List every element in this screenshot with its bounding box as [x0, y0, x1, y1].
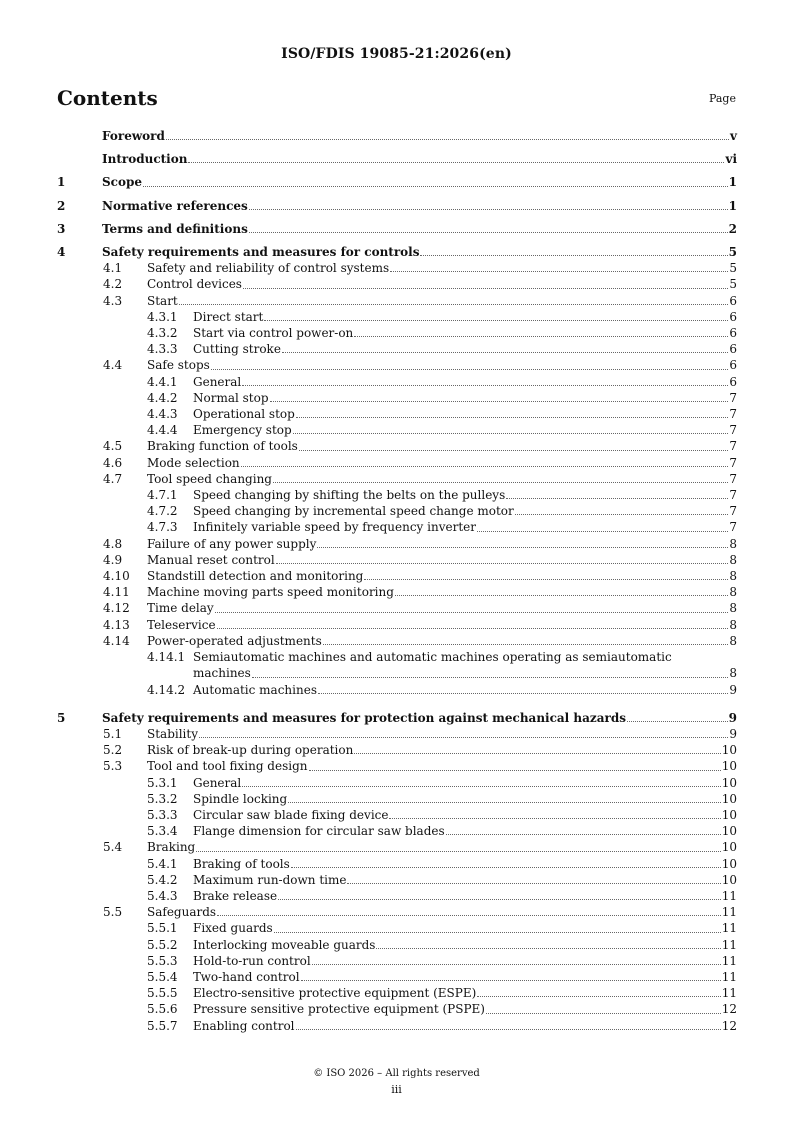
- toc-entry-page: 6: [729, 293, 737, 308]
- toc-entry[interactable]: [57, 244, 737, 260]
- dot-leader: [299, 449, 729, 451]
- toc-entry-label: Safety requirements and measures for controls: [102, 245, 420, 260]
- toc-entry-number: 5.1: [103, 726, 123, 741]
- toc-entry-label: Flange dimension for circular saw blades: [193, 824, 445, 839]
- dot-leader: [515, 513, 729, 515]
- dot-leader: [296, 1028, 721, 1030]
- toc-entry-label: General: [193, 775, 242, 790]
- toc-entry-label: Brake release: [193, 888, 278, 903]
- toc-entry-number: 5.4.2: [147, 872, 178, 887]
- dot-leader: [323, 643, 729, 645]
- toc-entry-label: Interlocking moveable guards: [193, 937, 376, 952]
- dot-leader: [199, 736, 728, 738]
- toc-entry-page: 10: [721, 824, 737, 839]
- toc-entry-number: 5.3: [103, 759, 123, 774]
- toc-entry[interactable]: [57, 471, 737, 487]
- toc-entry-page: 8: [729, 601, 737, 616]
- toc-entry[interactable]: [57, 390, 737, 406]
- toc-entry-number: 5.3.1: [147, 775, 178, 790]
- toc-entry-label: Speed changing by incremental speed change motor: [193, 504, 514, 519]
- toc-entry-number: 4.13: [103, 617, 130, 632]
- toc-entry-number: 5.4.3: [147, 888, 178, 903]
- toc-entry-number: 4.1: [103, 261, 123, 276]
- toc-entry-number: 2: [57, 198, 66, 213]
- toc-entry-number: 5.4: [103, 840, 123, 855]
- dot-leader: [477, 530, 728, 532]
- toc-entry-label: Tool speed changing: [147, 471, 272, 486]
- table-of-contents: [57, 128, 737, 1034]
- toc-entry[interactable]: [57, 682, 737, 698]
- toc-entry-page: 7: [729, 504, 737, 519]
- toc-entry[interactable]: [57, 726, 737, 742]
- toc-entry-page: 10: [721, 872, 737, 887]
- toc-entry-page: 10: [721, 856, 737, 871]
- dot-leader: [309, 769, 721, 771]
- dot-leader: [364, 578, 728, 580]
- toc-entry-page: 8: [729, 552, 737, 567]
- dot-leader: [196, 850, 720, 852]
- toc-entry[interactable]: [57, 633, 737, 649]
- toc-entry-page: 10: [721, 743, 737, 758]
- toc-entry-number: 4.7.1: [147, 488, 178, 503]
- toc-entry-label: Safeguards: [147, 905, 217, 920]
- toc-entry-label: Pressure sensitive protective equipment (PSPE): [193, 1002, 485, 1017]
- toc-entry-page: 10: [721, 807, 737, 822]
- toc-entry[interactable]: [57, 151, 737, 167]
- toc-entry[interactable]: [57, 406, 737, 422]
- toc-entry-page: 7: [729, 488, 737, 503]
- dot-leader: [390, 270, 728, 272]
- toc-entry-number: 5.2: [103, 743, 123, 758]
- toc-entry-page: 6: [729, 358, 737, 373]
- toc-entry-label-continued: machines: [193, 666, 251, 681]
- dot-leader: [291, 866, 721, 868]
- toc-entry-number: 4.14.2: [147, 682, 186, 697]
- toc-entry-label: Start: [147, 293, 178, 308]
- toc-entry[interactable]: [57, 1018, 737, 1034]
- dot-leader: [252, 676, 729, 678]
- toc-entry-label: Mode selection: [147, 455, 240, 470]
- copyright-notice: © ISO 2026 – All rights reserved: [313, 1068, 480, 1079]
- toc-entry-page: 8: [729, 536, 737, 551]
- toc-entry[interactable]: [57, 128, 737, 144]
- toc-entry-page: 9: [729, 682, 737, 697]
- toc-entry-page: 8: [729, 666, 737, 681]
- toc-entry-page: 11: [721, 986, 737, 1001]
- toc-entry[interactable]: [57, 775, 737, 791]
- toc-entry-page: 1: [728, 175, 737, 190]
- toc-entry-number: 5: [57, 710, 66, 725]
- toc-entry[interactable]: [57, 742, 737, 758]
- toc-entry-label: Speed changing by shifting the belts on the pulleys: [193, 488, 506, 503]
- dot-leader: [273, 481, 728, 483]
- toc-entry[interactable]: [57, 309, 737, 325]
- document-header: ISO/FDIS 19085-21:2026(en): [281, 46, 512, 62]
- toc-entry[interactable]: [57, 969, 737, 985]
- dot-leader: [627, 720, 728, 722]
- toc-entry[interactable]: [57, 422, 737, 438]
- toc-entry-page: 6: [729, 374, 737, 389]
- dot-leader: [477, 995, 720, 997]
- toc-entry-page: 6: [729, 309, 737, 324]
- toc-entry-page: 11: [721, 888, 737, 903]
- toc-entry-number: 5.5.7: [147, 1018, 178, 1033]
- toc-entry-number: 4.11: [103, 585, 130, 600]
- toc-entry-number: 4.14: [103, 633, 130, 648]
- toc-entry-page: 11: [721, 905, 737, 920]
- toc-entry-number: 4.4: [103, 358, 123, 373]
- toc-entry-number: 4.3.3: [147, 342, 178, 357]
- dot-leader: [293, 432, 729, 434]
- toc-entry-label: Standstill detection and monitoring: [147, 569, 364, 584]
- toc-entry-page: 11: [721, 921, 737, 936]
- dot-leader: [217, 914, 721, 916]
- toc-entry-label: Failure of any power supply: [147, 536, 317, 551]
- toc-entry[interactable]: [57, 584, 737, 600]
- toc-entry-page: 7: [729, 439, 737, 454]
- toc-entry-number: 5.5.4: [147, 969, 178, 984]
- dot-leader: [318, 692, 728, 694]
- toc-entry[interactable]: [57, 293, 737, 309]
- toc-entry-number: 4.10: [103, 569, 130, 584]
- dot-leader: [242, 384, 728, 386]
- dot-leader: [354, 335, 728, 337]
- toc-entry[interactable]: [57, 568, 737, 584]
- dot-leader: [282, 351, 728, 353]
- dot-leader: [241, 465, 729, 467]
- toc-entry-label: Introduction: [102, 152, 188, 167]
- toc-entry-page: 12: [721, 1002, 737, 1017]
- toc-entry-number: 4: [57, 245, 66, 260]
- toc-entry-page: 10: [721, 840, 737, 855]
- toc-entry-page: vi: [725, 152, 737, 167]
- toc-entry-number: 4.5: [103, 439, 123, 454]
- toc-entry-page: 8: [729, 617, 737, 632]
- toc-entry-label: Braking function of tools: [147, 439, 298, 454]
- toc-entry-number: 1: [57, 175, 66, 190]
- toc-entry-number: 4.7.2: [147, 504, 178, 519]
- page-column-label: Page: [708, 92, 736, 105]
- dot-leader: [376, 947, 720, 949]
- toc-entry[interactable]: [57, 198, 737, 214]
- toc-entry-label: Time delay: [147, 601, 214, 616]
- toc-entry-number: 5.5.5: [147, 986, 178, 1001]
- dot-leader: [312, 963, 721, 965]
- toc-entry[interactable]: [57, 888, 737, 904]
- toc-entry[interactable]: [57, 519, 737, 535]
- toc-entry-label: Circular saw blade fixing device: [193, 807, 389, 822]
- toc-entry[interactable]: [57, 438, 737, 454]
- toc-entry-number: 3: [57, 221, 66, 236]
- toc-entry[interactable]: [57, 985, 737, 1001]
- toc-entry[interactable]: [57, 341, 737, 357]
- toc-entry[interactable]: [57, 791, 737, 807]
- toc-entry-number: 4.9: [103, 552, 123, 567]
- toc-entry[interactable]: [57, 276, 737, 292]
- toc-entry-label: Control devices: [147, 277, 242, 292]
- toc-entry-label: Normative references: [102, 198, 248, 213]
- toc-entry-page: 7: [729, 471, 737, 486]
- toc-entry-number: 4.4.2: [147, 390, 178, 405]
- toc-entry-page: 6: [729, 342, 737, 357]
- dot-leader: [301, 979, 721, 981]
- toc-entry-page: 11: [721, 937, 737, 952]
- toc-entry-label: General: [193, 374, 242, 389]
- toc-entry-label: Two-hand control: [193, 969, 300, 984]
- toc-entry-label: Fixed guards: [193, 921, 273, 936]
- toc-entry-number: 4.4.1: [147, 374, 178, 389]
- toc-entry[interactable]: [57, 487, 737, 503]
- toc-entry-label: Braking of tools: [193, 856, 290, 871]
- toc-entry[interactable]: [57, 953, 737, 969]
- dot-leader: [446, 833, 721, 835]
- toc-entry-number: 4.7: [103, 471, 123, 486]
- toc-entry-page: 5: [729, 261, 737, 276]
- toc-entry-page: 1: [728, 198, 737, 213]
- toc-entry-label: Terms and definitions: [102, 221, 248, 236]
- toc-entry-label: Foreword: [102, 129, 165, 143]
- toc-entry-label: Start via control power-on: [193, 326, 354, 341]
- toc-entry-label: Normal stop: [193, 390, 269, 405]
- dot-leader: [274, 931, 721, 933]
- toc-entry-label: Cutting stroke: [193, 342, 281, 357]
- dot-leader: [215, 611, 729, 613]
- dot-leader: [166, 138, 729, 140]
- page-title: Contents: [57, 86, 158, 110]
- toc-entry-label: Infinitely variable speed by frequency inverter: [193, 520, 476, 535]
- toc-entry-number: 4.6: [103, 455, 123, 470]
- toc-entry-number: 5.4.1: [147, 856, 178, 871]
- toc-entry-page: 7: [729, 455, 737, 470]
- toc-entry[interactable]: [57, 710, 737, 726]
- toc-entry-number: 5.5.1: [147, 921, 178, 936]
- dot-leader: [354, 752, 720, 754]
- toc-entry-label: Enabling control: [193, 1018, 295, 1033]
- toc-entry-page: v: [730, 129, 737, 143]
- dot-leader: [347, 882, 720, 884]
- dot-leader: [211, 368, 729, 370]
- dot-leader: [278, 898, 721, 900]
- toc-entry-page: 11: [721, 969, 737, 984]
- toc-entry-label: Risk of break-up during operation: [147, 743, 354, 758]
- toc-entry-label: Stability: [147, 726, 198, 741]
- toc-entry-page: 9: [728, 710, 737, 725]
- toc-entry[interactable]: [57, 1001, 737, 1017]
- toc-entry-label: Operational stop: [193, 407, 295, 422]
- toc-entry-number: 4.4.3: [147, 407, 178, 422]
- toc-entry-page: 2: [728, 221, 737, 236]
- toc-entry-label: Safety requirements and measures for protection against mechanical hazards: [102, 710, 626, 725]
- toc-entry-label: Semiautomatic machines and automatic machines operating as semiautomatic: [193, 650, 672, 665]
- dot-leader: [242, 785, 720, 787]
- toc-entry-label: Safe stops: [147, 358, 210, 373]
- toc-entry[interactable]: [57, 221, 737, 237]
- toc-entry-label: Electro-sensitive protective equipment (ESPE): [193, 986, 477, 1001]
- toc-entry-label: Scope: [102, 175, 143, 190]
- toc-entry-page: 10: [721, 775, 737, 790]
- toc-entry-label: Hold-to-run control: [193, 953, 311, 968]
- dot-leader: [270, 400, 729, 402]
- toc-entry-label: Teleservice: [147, 617, 216, 632]
- toc-entry[interactable]: [57, 823, 737, 839]
- toc-entry-page: 7: [729, 390, 737, 405]
- toc-entry-page: 9: [729, 726, 737, 741]
- toc-entry[interactable]: [57, 536, 737, 552]
- toc-entry[interactable]: [57, 904, 737, 920]
- toc-entry-label: Direct start: [193, 309, 264, 324]
- toc-entry-number: 5.3.2: [147, 791, 178, 806]
- toc-entry-label: Braking: [147, 840, 196, 855]
- dot-leader: [317, 546, 728, 548]
- toc-entry-number: 4.4.4: [147, 423, 178, 438]
- toc-entry-number: 5.5.2: [147, 937, 178, 952]
- toc-entry-number: 5.5: [103, 905, 123, 920]
- toc-entry-page: 10: [721, 791, 737, 806]
- toc-entry-label: Tool and tool fixing design: [147, 759, 308, 774]
- dot-leader: [264, 319, 728, 321]
- toc-entry-number: 4.3: [103, 293, 123, 308]
- toc-entry-page: 11: [721, 953, 737, 968]
- toc-entry[interactable]: [57, 937, 737, 953]
- toc-entry-page: 8: [729, 633, 737, 648]
- toc-entry[interactable]: [57, 325, 737, 341]
- toc-entry[interactable]: [57, 839, 737, 855]
- toc-entry[interactable]: [57, 920, 737, 936]
- toc-entry-page: 5: [728, 245, 737, 260]
- toc-entry[interactable]: [57, 174, 737, 190]
- toc-entry-page: 8: [729, 569, 737, 584]
- toc-entry-number: 4.7.3: [147, 520, 178, 535]
- toc-entry-label: Power-operated adjustments: [147, 633, 322, 648]
- toc-entry-page: 6: [729, 326, 737, 341]
- toc-entry[interactable]: [57, 856, 737, 872]
- toc-entry[interactable]: [57, 374, 737, 390]
- toc-entry[interactable]: [57, 649, 737, 681]
- toc-entry[interactable]: [57, 260, 737, 276]
- toc-entry[interactable]: [57, 807, 737, 823]
- toc-entry-page: 12: [721, 1018, 737, 1033]
- toc-entry[interactable]: [57, 455, 737, 471]
- toc-entry-number: 5.3.4: [147, 824, 178, 839]
- dot-leader: [395, 594, 728, 596]
- toc-entry-number: 4.3.2: [147, 326, 178, 341]
- toc-entry-page: 8: [729, 585, 737, 600]
- dot-leader: [420, 254, 727, 256]
- dot-leader: [249, 208, 728, 210]
- dot-leader: [506, 497, 728, 499]
- dot-leader: [276, 562, 729, 564]
- toc-entry-label: Spindle locking: [193, 791, 288, 806]
- dot-leader: [243, 287, 728, 289]
- dot-leader: [249, 231, 728, 233]
- dot-leader: [486, 1012, 721, 1014]
- toc-entry[interactable]: [57, 552, 737, 568]
- toc-entry-page: 5: [729, 277, 737, 292]
- toc-entry-page: 10: [721, 759, 737, 774]
- toc-entry-number: 5.3.3: [147, 807, 178, 822]
- toc-entry[interactable]: [57, 617, 737, 633]
- toc-entry[interactable]: [57, 503, 737, 519]
- toc-entry-label: Safety and reliability of control systems: [147, 261, 390, 276]
- toc-entry-page: 7: [729, 407, 737, 422]
- toc-entry-number: 4.14.1: [147, 650, 186, 665]
- dot-leader: [188, 161, 724, 163]
- page-footer: [0, 1068, 793, 1096]
- toc-entry-page: 7: [729, 423, 737, 438]
- toc-entry[interactable]: [57, 600, 737, 616]
- dot-leader: [179, 303, 729, 305]
- toc-entry-label: Automatic machines: [193, 682, 317, 697]
- toc-entry-number: 5.5.3: [147, 953, 178, 968]
- toc-entry[interactable]: [57, 758, 737, 774]
- dot-leader: [296, 416, 729, 418]
- dot-leader: [143, 185, 728, 187]
- toc-entry-number: 4.8: [103, 536, 123, 551]
- toc-entry-label: Emergency stop: [193, 423, 292, 438]
- dot-leader: [389, 817, 720, 819]
- toc-entry-number: 5.5.6: [147, 1002, 178, 1017]
- toc-entry-number: 4.2: [103, 277, 123, 292]
- toc-entry-number: 4.3.1: [147, 309, 178, 324]
- toc-entry-page: 7: [729, 520, 737, 535]
- dot-leader: [217, 627, 729, 629]
- toc-entry-label: Maximum run-down time: [193, 872, 347, 887]
- toc-entry-label: Manual reset control: [147, 552, 275, 567]
- toc-entry[interactable]: [57, 872, 737, 888]
- toc-entry-number: 4.12: [103, 601, 130, 616]
- toc-entry-label: Machine moving parts speed monitoring: [147, 585, 394, 600]
- page-number: iii: [391, 1083, 402, 1096]
- dot-leader: [288, 801, 721, 803]
- toc-entry[interactable]: [57, 357, 737, 373]
